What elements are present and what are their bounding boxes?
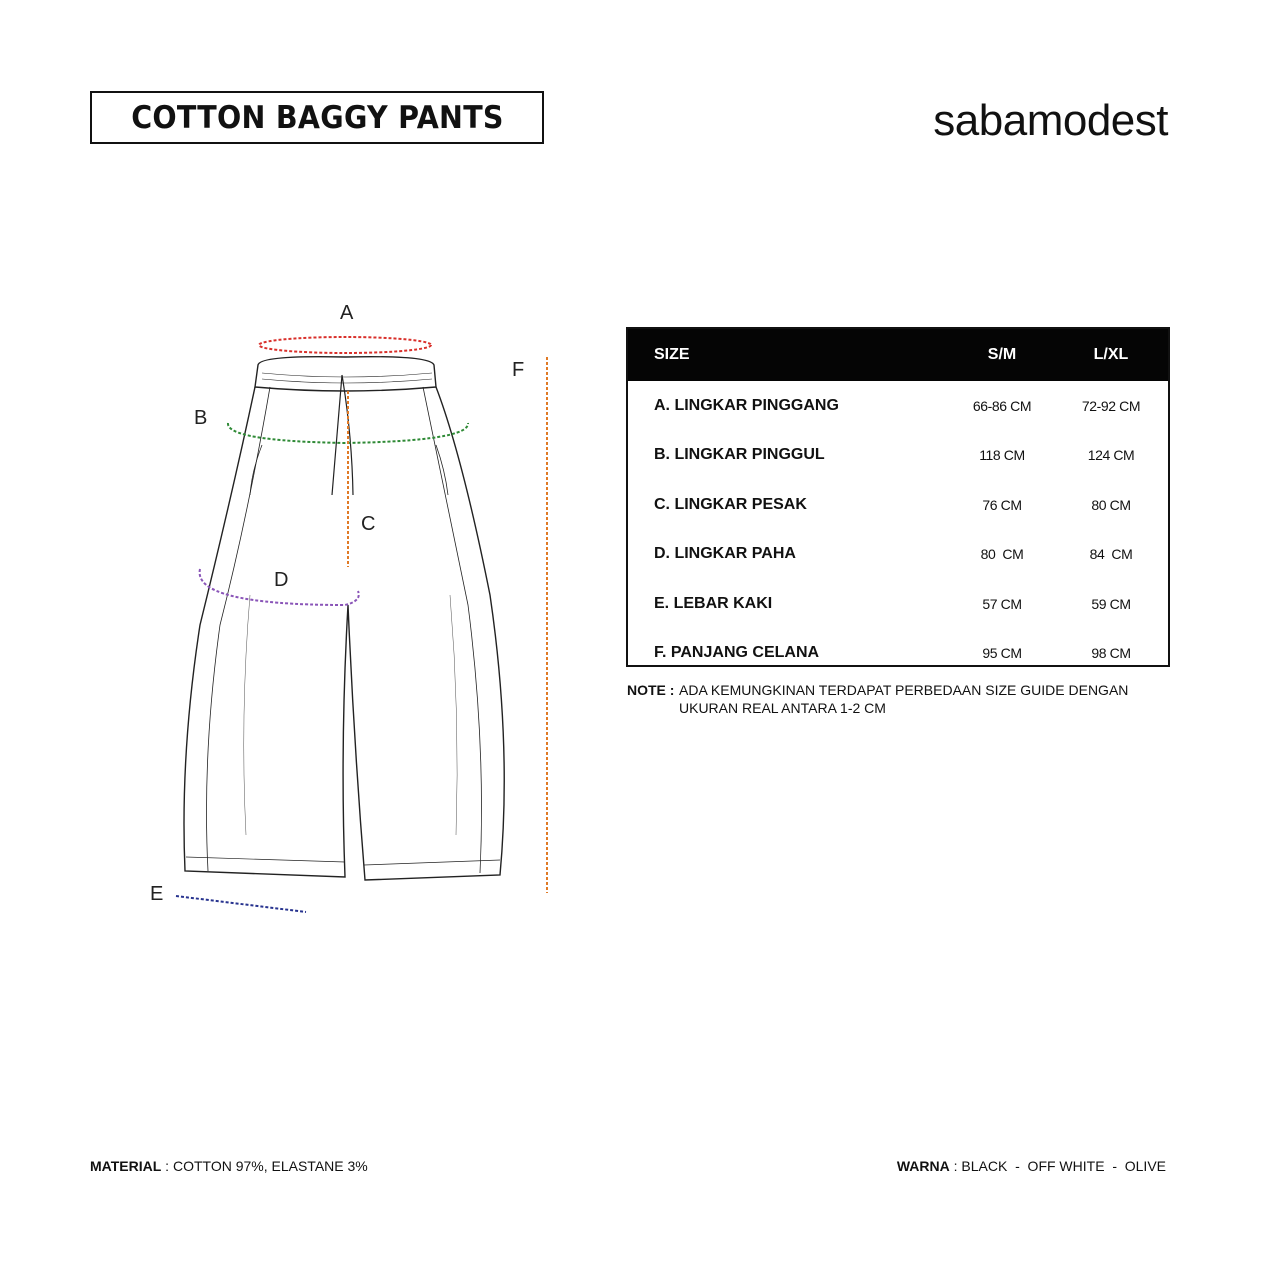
row-label: F. PANJANG CELANA xyxy=(654,644,820,662)
row-sm-value: 95 CM xyxy=(982,645,1022,662)
row-sm-value: 118 CM xyxy=(979,447,1025,464)
size-note xyxy=(627,681,1187,717)
row-lxl-value: 98 CM xyxy=(1091,645,1131,662)
side-seam-left xyxy=(207,387,271,871)
row-lxl-value: 59 CM xyxy=(1091,595,1131,612)
row-lxl-value: 80 CM xyxy=(1091,496,1131,513)
table-header xyxy=(628,329,1168,381)
material-label: MATERIAL xyxy=(90,1158,162,1174)
row-label: B. LINGKAR PINGGUL xyxy=(654,446,825,464)
brand-logo: sabamodest xyxy=(933,96,1168,145)
note-line-1: ADA KEMUNGKINAN TERDAPAT PERBEDAAN SIZE GUIDE DENGAN xyxy=(679,682,1129,698)
table-row xyxy=(628,381,1168,431)
fold-lines xyxy=(244,595,457,835)
pants-diagram xyxy=(140,295,560,935)
row-label: D. LINGKAR PAHA xyxy=(654,545,796,563)
table-row xyxy=(628,629,1168,679)
table-row xyxy=(628,579,1168,629)
warna-value: : BLACK - OFF WHITE - OLIVE xyxy=(949,1158,1166,1174)
measure-a-line xyxy=(259,337,431,353)
label-d: D xyxy=(274,569,289,591)
table-row xyxy=(628,480,1168,530)
product-title: COTTON BAGGY PANTS xyxy=(130,99,504,136)
side-seam-right xyxy=(423,387,482,873)
pocket-left xyxy=(250,445,262,495)
table-row xyxy=(628,431,1168,481)
row-lxl-value: 84 CM xyxy=(1089,546,1133,563)
row-label: A. LINGKAR PINGGANG xyxy=(654,396,839,414)
row-label: C. LINGKAR PESAK xyxy=(654,495,807,513)
pants-outline xyxy=(184,387,504,880)
label-a: A xyxy=(340,302,354,324)
color-info xyxy=(897,1158,1166,1174)
note-label: NOTE : xyxy=(627,682,675,698)
label-f: F xyxy=(512,359,525,381)
pants-illustration xyxy=(140,295,560,935)
material-info xyxy=(90,1158,368,1174)
note-text xyxy=(679,681,1169,717)
pocket-right xyxy=(436,445,448,495)
note-line-2: UKURAN REAL ANTARA 1-2 CM xyxy=(679,700,886,716)
row-lxl-value: 72-92 CM xyxy=(1081,397,1141,414)
row-lxl-value: 124 CM xyxy=(1087,447,1135,464)
header-size: SIZE xyxy=(654,346,690,363)
drawstring xyxy=(332,375,353,495)
row-sm-value: 57 CM xyxy=(982,595,1022,612)
label-b: B xyxy=(194,407,208,429)
label-e: E xyxy=(150,883,164,905)
row-sm-value: 66-86 CM xyxy=(972,397,1032,414)
material-value: : COTTON 97%, ELASTANE 3% xyxy=(161,1158,368,1174)
waistband xyxy=(255,357,436,391)
size-table xyxy=(626,327,1170,667)
waistband-gather xyxy=(262,373,432,383)
row-sm-value: 76 CM xyxy=(982,496,1022,513)
hem-right xyxy=(364,860,500,865)
row-label: E. LEBAR KAKI xyxy=(654,594,773,612)
label-c: C xyxy=(361,513,376,535)
header-lxl: L/XL xyxy=(1093,346,1129,363)
table-row xyxy=(628,530,1168,580)
warna-label: WARNA xyxy=(896,1158,950,1174)
row-sm-value: 80 CM xyxy=(980,546,1024,563)
hem-left xyxy=(186,857,345,862)
header-sm: S/M xyxy=(987,346,1017,363)
title-box xyxy=(90,91,544,144)
measure-e-line xyxy=(176,896,306,912)
